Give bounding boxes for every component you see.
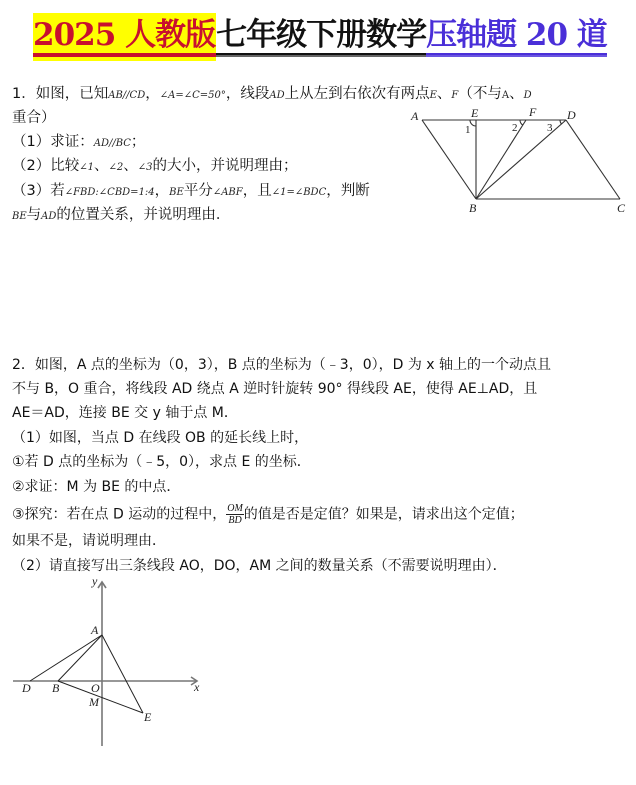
q2-line3: AE＝AD，连接 BE 交 y 轴于点 M． — [12, 405, 238, 421]
label-angle2: 2 — [512, 122, 518, 134]
angle3-arc — [560, 120, 562, 124]
q1-part3-cont — [12, 205, 230, 227]
label-F: F — [529, 105, 537, 119]
q2-part2: （2）请直接写出三条线段 AO，DO，AM 之间的数量关系（不需要说明理由）． — [12, 558, 507, 574]
q1-text: ， — [145, 86, 160, 102]
q1-text: （1）求证： — [12, 134, 94, 150]
q1-text: 的位置关系，并说明理由． — [56, 207, 231, 223]
q1-figure — [400, 100, 636, 220]
q1-text: 、 — [436, 86, 452, 102]
title-part-grade: 七年级下册数学 — [216, 13, 426, 61]
q2-line1: 2．如图，A 点的坐标为（0，3），B 点的坐标为（﹣3，0），D 为 x 轴上的一个动点且 — [12, 357, 552, 373]
q1-text: ，且 — [242, 183, 272, 199]
label-D: D — [567, 108, 576, 122]
q1-math: ∠ABF — [212, 187, 243, 198]
q1-math: ∠3 — [137, 162, 153, 173]
q1-math: BE — [169, 187, 184, 198]
fraction-numerator: OM — [227, 503, 243, 514]
q2-line2: 不与 B，O 重合，将线段 AD 绕点 A 逆时针旋转 90° 得线段 AE，使得 AE⊥AD，且 — [12, 381, 538, 397]
q1-math: ∠1=∠BDC — [271, 187, 327, 198]
q1-part3 — [12, 181, 370, 203]
q2-text: 的值是否是定值？如果是，请求出这个定值； — [243, 506, 524, 523]
q1-text: ； — [130, 134, 146, 150]
q1-text: 、 — [93, 158, 109, 174]
q1-math: AD — [41, 211, 57, 222]
q1-math: AB//CD — [108, 90, 146, 101]
label-C: C — [617, 201, 626, 215]
label-B: B — [469, 201, 477, 215]
fraction-OM-BD — [226, 503, 244, 526]
segment-DB — [476, 120, 566, 199]
q1-math: AD//BC — [93, 138, 131, 149]
q1-text: 、 — [123, 158, 138, 174]
q2-part1-sub3 — [12, 503, 524, 526]
label-y: y — [92, 574, 98, 588]
q1-math: A — [501, 90, 510, 101]
q2-part1-sub1: ①若 D 点的坐标为（﹣5，0），求点 E 的坐标． — [12, 454, 311, 470]
q1-text: 平分 — [183, 183, 213, 199]
segment-AB — [58, 635, 102, 681]
q1-text: 1．如图，已知 — [12, 86, 109, 102]
q1-text: （2）比较 — [12, 158, 80, 174]
label-B: B — [52, 681, 60, 695]
title-part-topic: 压轴题 20 道 — [426, 13, 607, 61]
q2-part1-sub2: ②求证：M 为 BE 的中点． — [12, 479, 181, 495]
segment-AD — [30, 635, 102, 681]
q2-part1: （1）如图，当点 D 在线段 OB 的延长线上时， — [12, 430, 309, 446]
label-x: x — [194, 680, 200, 694]
q1-math: ∠2 — [108, 162, 124, 173]
label-O: O — [91, 681, 100, 695]
q1-text: ，线段 — [225, 86, 270, 102]
segment-DC — [566, 120, 620, 199]
q1-math: ∠A=∠C=50° — [159, 90, 226, 101]
angle1-arc — [470, 120, 476, 126]
page-title — [33, 13, 607, 61]
label-M: M — [89, 695, 99, 709]
q1-part1 — [12, 132, 145, 154]
label-D: D — [22, 681, 31, 695]
q1-line2: 重合） — [12, 110, 56, 126]
segment-BE — [58, 681, 143, 713]
label-angle3: 3 — [547, 122, 553, 134]
label-A: A — [411, 109, 419, 123]
q1-math: AD — [269, 90, 285, 101]
q1-math: ∠FBD:∠CBD=1:4 — [64, 187, 155, 198]
segment-FB — [476, 120, 526, 199]
q1-text: 的大小，并说明理由； — [152, 158, 298, 174]
fraction-denominator: BD — [228, 515, 242, 526]
q1-math: ∠1 — [79, 162, 94, 173]
q1-text: ， — [154, 183, 170, 199]
label-A: A — [91, 623, 99, 637]
q1-text: （不与 — [458, 86, 502, 102]
title-part-edition: 2025 人教版 — [33, 13, 216, 61]
q2-figure — [0, 570, 220, 760]
q1-text: ，判断 — [326, 183, 370, 199]
q1-text: 上从左到右依次有两点 — [284, 86, 430, 102]
label-angle1: 1 — [465, 124, 471, 136]
q1-text: （3）若 — [12, 183, 65, 199]
q1-math: BE — [12, 211, 27, 222]
q1-text: 、 — [509, 86, 524, 102]
q2-part1-sub3-cont: 如果不是，请说明理由． — [12, 533, 166, 549]
q1-math: F — [451, 90, 459, 101]
angle2-arc — [520, 120, 523, 125]
label-E: E — [471, 106, 479, 120]
q1-math: E — [429, 90, 437, 101]
q2-text: ③探究：若在点 D 运动的过程中， — [12, 506, 227, 523]
segment-AE — [102, 635, 143, 713]
q1-part2 — [12, 156, 297, 178]
q1-text: 与 — [26, 207, 42, 223]
label-E: E — [144, 710, 152, 724]
q1-math: D — [523, 90, 532, 101]
